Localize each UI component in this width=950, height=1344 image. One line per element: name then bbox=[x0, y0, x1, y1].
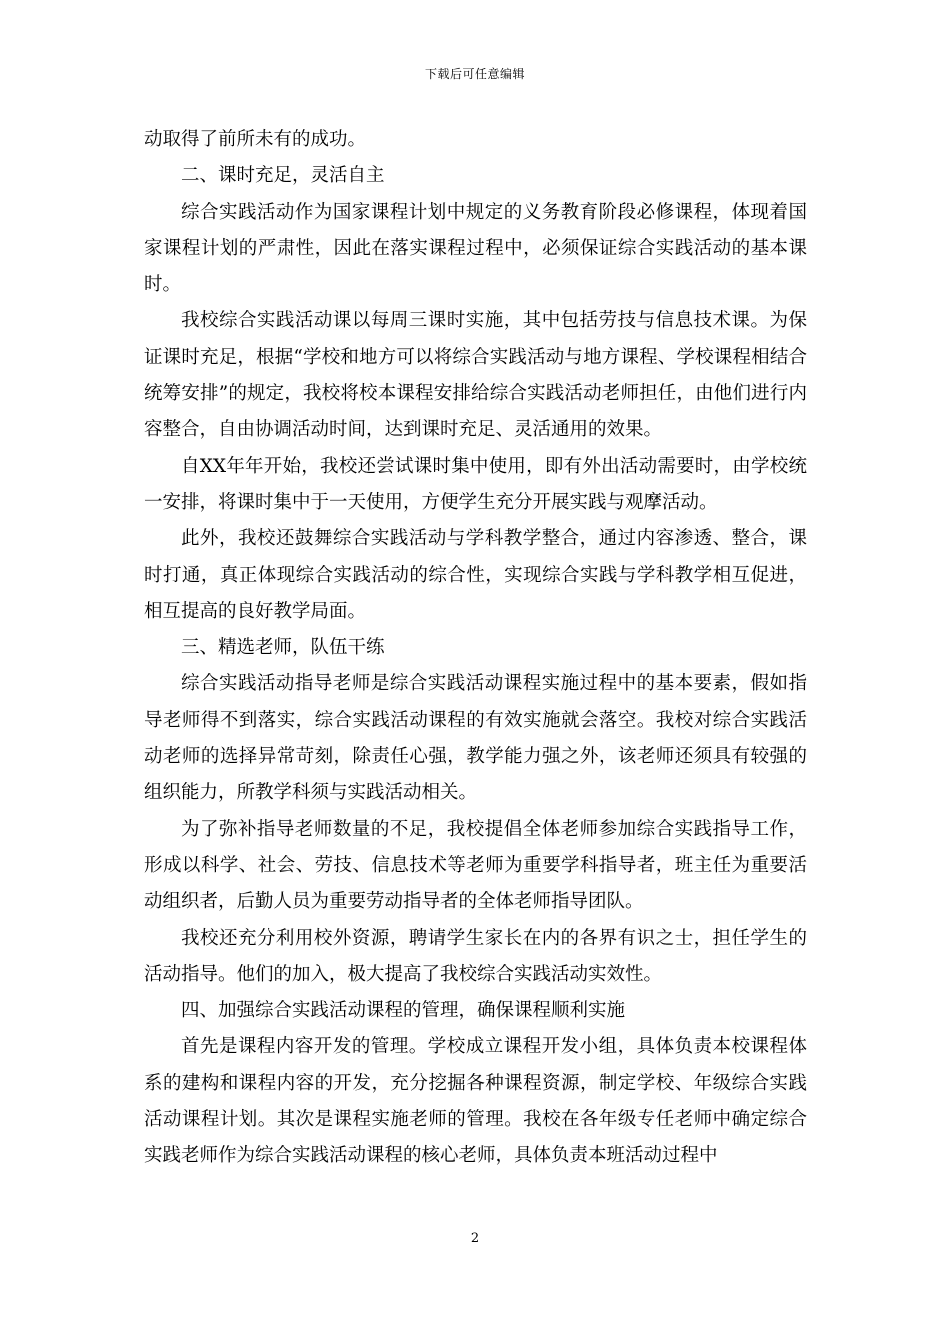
paragraph: 我校还充分利用校外资源，聘请学生家长在内的各界有识之士，担任学生的活动指导。他们的加入，极大提高了我校综合实践活动实效性。 bbox=[144, 927, 807, 985]
page-header: 下载后可任意编辑 bbox=[424, 67, 525, 81]
page-number: 2 bbox=[470, 1231, 480, 1246]
paragraph: 首先是课程内容开发的管理。学校成立课程开发小组，具体负责本校课程体系的建构和课程内容的开发，充分挖掘各种课程资源，制定学校、年级综合实践活动课程计划。其次是课程实施老师的管理。我校在各年级专任老师中确定综合实践老师作为综合实践活动课程的核心老师，具体负责本班活动过程中 bbox=[144, 1036, 807, 1167]
document-body bbox=[144, 122, 807, 1175]
section-heading-4: 四、加强综合实践活动课程的管理，确保课程顺利实施 bbox=[181, 1000, 626, 1022]
paragraph: 此外，我校还鼓舞综合实践活动与学科教学整合，通过内容渗透、整合，课时打通，真正体现综合实践活动的综合性，实现综合实践与学科教学相互促进，相互提高的良好教学局面。 bbox=[144, 528, 807, 622]
paragraph: 为了弥补指导老师数量的不足，我校提倡全体老师参加综合实践指导工作，形成以科学、社会、劳技、信息技术等老师为重要学科指导者，班主任为重要活动组织者，后勤人员为重要劳动指导者的全体老师指导团队。 bbox=[144, 818, 807, 913]
section-heading-2: 二、课时充足，灵活自主 bbox=[181, 165, 385, 187]
paragraph-continuation: 动取得了前所未有的成功。 bbox=[144, 129, 367, 150]
paragraph: 自XX年年开始，我校还尝试课时集中使用，即有外出活动需要时，由学校统一安排，将课时集中于一天使用，方便学生充分开展实践与观摩活动。 bbox=[144, 455, 807, 513]
paragraph: 我校综合实践活动课以每周三课时实施，其中包括劳技与信息技术课。为保证课时充足，根据“学校和地方可以将综合实践活动与地方课程、学校课程相结合统筹安排”的规定，我校将校本课程安排给综合实践活动老师担任，由他们进行内容整合，自由协调活动时间，达到课时充足、灵活通用的效果。 bbox=[144, 310, 807, 441]
paragraph: 综合实践活动指导老师是综合实践活动课程实施过程中的基本要素，假如指导老师得不到落实，综合实践活动课程的有效实施就会落空。我校对综合实践活动老师的选择异常苛刻，除责任心强，教学能力强之外，该老师还须具有较强的组织能力，所教学科须与实践活动相关。 bbox=[144, 673, 807, 804]
section-heading-3: 三、精选老师，队伍干练 bbox=[181, 637, 385, 659]
paragraph: 综合实践活动作为国家课程计划中规定的义务教育阶段必修课程，体现着国家课程计划的严肃性，因此在落实课程过程中，必须保证综合实践活动的基本课时。 bbox=[144, 201, 807, 296]
